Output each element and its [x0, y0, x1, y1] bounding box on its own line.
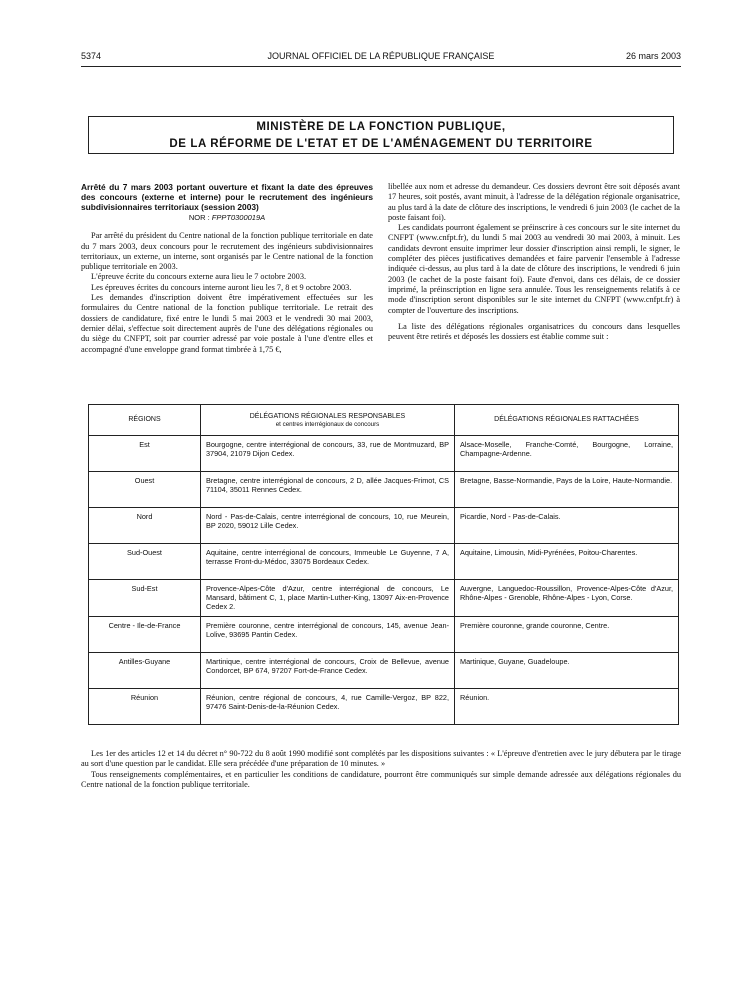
rattachees-cell: Bretagne, Basse-Normandie, Pays de la Loire, Haute-Normandie. — [455, 472, 679, 508]
ministry-heading — [88, 116, 674, 154]
rattachees-cell: Picardie, Nord - Pas-de-Calais. — [455, 508, 679, 544]
table-row — [89, 580, 679, 617]
table-row — [89, 472, 679, 508]
header-responsables — [201, 405, 455, 436]
header-regions: RÉGIONS — [89, 405, 201, 436]
table-row — [89, 436, 679, 472]
table-row — [89, 508, 679, 544]
right-column — [388, 182, 680, 342]
paragraph: Les candidats pourront également se préinscrire à ces concours sur le site internet du CNFPT (www.cnfpt.fr), du lundi 5 mai 2003 au vendredi 30 mai 2003, à minuit. Les candidats devront ensuite imprimer leur dossier d'inscription ainsi rempli, le signer, le compléter des pièces justificatives demandées et faire parvenir l'ensemble à l'adresse indiquée ci-dessus, au plus tard à la date de clôture des inscriptions, le vendredi 6 juin 2003 (le cachet de la poste faisant foi). Faute d'envoi, dans ces délais, de ce dossier imprimé, la préinscription en ligne sera annulée. Tous les renseignements relatifs à ce mode d'inscription seront disponibles sur le site internet du CNFPT (www.cnfpt.fr) à compter de l'ouverture des inscriptions. — [388, 223, 680, 315]
header-responsables-title: DÉLÉGATIONS RÉGIONALES RESPONSABLES — [249, 412, 406, 420]
journal-title: JOURNAL OFFICIEL DE LA RÉPUBLIQUE FRANÇAISE — [267, 51, 495, 61]
nor-value: FPPT0300019A — [211, 213, 266, 222]
paragraph: Les 1er des articles 12 et 14 du décret n° 90-722 du 8 août 1990 modifié sont complétés par les dispositions suivantes : « L'épreuve d'entretien avec le jury débutera par le tirage au sort d'une question par le candidat. Elle sera précédée d'une préparation de 10 minutes. » — [81, 749, 681, 769]
rattachees-cell: Aquitaine, Limousin, Midi-Pyrénées, Poitou-Charentes. — [455, 544, 679, 580]
responsable-cell: Réunion, centre régional de concours, 4, rue Camille-Vergoz, BP 822, 97476 Saint-Denis-de-la-Réunion Cedex. — [201, 688, 455, 724]
paragraph: Par arrêté du président du Centre national de la fonction publique territoriale en date du 7 mars 2003, deux concours pour le recrutement des ingénieurs subdivisionnaires territoriaux, un externe, un interne, sont organisés par le Centre national de la fonction publique territoriale en 2003. — [81, 231, 373, 272]
ministry-line-1: MINISTÈRE DE LA FONCTION PUBLIQUE, — [256, 121, 506, 133]
paragraph: Les demandes d'inscription doivent être impérativement effectuées sur les formulaires du Centre national de la fonction publique territoriale. Le retrait des dossiers de candidature, fixé entre le lundi 5 mai 2003 et le vendredi 30 mai 2003, dernier délai, s'effectue soit directement auprès de l'une des délégations régionales ou du siège du CNFPT, soit par courrier adressé par voie postale à l'une d'entre elles et accompagné d'une enveloppe grand format timbrée à 1,75 €, — [81, 293, 373, 354]
nor-label: NOR : — [188, 213, 210, 222]
paragraph: Tous renseignements complémentaires, et en particulier les conditions de candidature, pourront être communiqués sur simple demande adressée aux délégations régionales du Centre national de la fonction publique territoriale. — [81, 769, 681, 789]
paragraph: La liste des délégations régionales organisatrices du concours dans lesquelles peuvent être retirés et déposés les dossiers est établie comme suit : — [388, 321, 680, 342]
table-row — [89, 688, 679, 724]
rattachees-cell: Première couronne, grande couronne, Centre. — [455, 616, 679, 652]
paragraph: L'épreuve écrite du concours externe aura lieu le 7 octobre 2003. — [91, 272, 307, 282]
page-header — [81, 51, 681, 65]
region-cell: Réunion — [89, 688, 201, 724]
table-header-row — [89, 405, 679, 436]
issue-date: 26 mars 2003 — [625, 51, 681, 61]
rattachees-cell: Martinique, Guyane, Guadeloupe. — [455, 652, 679, 688]
rattachees-cell: Auvergne, Languedoc-Roussillon, Provence-Alpes-Côte d'Azur, Rhône-Alpes - Grenoble, Rhône-Alpes - Lyon, Corse. — [455, 580, 679, 617]
rattachees-cell: Alsace-Moselle, Franche-Comté, Bourgogne, Lorraine, Champagne-Ardenne. — [455, 436, 679, 472]
region-cell: Ouest — [89, 472, 201, 508]
responsable-cell: Bourgogne, centre interrégional de concours, 33, rue de Montmuzard, BP 37904, 21079 Dijon Cedex. — [201, 436, 455, 472]
responsable-cell: Provence-Alpes-Côte d'Azur, centre interrégional de concours, Le Mansard, bâtiment C, 1, place Martin-Luther-King, 13097 Aix-en-Provence Cedex 2. — [201, 580, 455, 617]
responsable-cell: Aquitaine, centre interrégional de concours, Immeuble Le Guyenne, 7 A, terrasse Front-du-Médoc, 33075 Bordeaux Cedex. — [201, 544, 455, 580]
region-cell: Antilles-Guyane — [89, 652, 201, 688]
responsable-cell: Nord - Pas-de-Calais, centre interrégional de concours, 10, rue Meurein, BP 2020, 59012 Lille Cedex. — [201, 508, 455, 544]
region-cell: Sud-Ouest — [89, 544, 201, 580]
region-cell: Sud-Est — [89, 580, 201, 617]
decree-title: Arrêté du 7 mars 2003 portant ouverture et fixant la date des épreuves des concours (externe et interne) pour le recrutement des ingénieurs subdivisionnaires territoriaux (session 2003) — [81, 182, 373, 212]
header-rule — [81, 66, 681, 67]
ministry-line-2: DE LA RÉFORME DE L'ETAT ET DE L'AMÉNAGEMENT DU TERRITOIRE — [169, 138, 593, 150]
nor-reference — [81, 213, 373, 223]
region-cell: Nord — [89, 508, 201, 544]
header-responsables-subtitle: et centres interrégionaux de concours — [275, 421, 380, 429]
table-row — [89, 652, 679, 688]
page-number: 5374 — [81, 51, 102, 61]
responsable-cell: Première couronne, centre interrégional de concours, 145, avenue Jean-Lolive, 93695 Pantin Cedex. — [201, 616, 455, 652]
table-row — [89, 616, 679, 652]
region-cell: Est — [89, 436, 201, 472]
header-rattachees: DÉLÉGATIONS RÉGIONALES RATTACHÉES — [455, 405, 679, 436]
paragraph: Les épreuves écrites du concours interne auront lieu les 7, 8 et 9 octobre 2003. — [91, 282, 352, 292]
table-row — [89, 544, 679, 580]
footer-text — [81, 749, 681, 790]
paragraph: libellée aux nom et adresse du demandeur. Ces dossiers devront être soit déposés avant 17 heures, soit postés, avant minuit, à l'adresse de la délégation régionale organisatrice, au plus tard à la date de clôture des inscriptions, le vendredi 6 juin 2003 (le cachet de la poste faisant foi). — [388, 182, 680, 222]
responsable-cell: Martinique, centre interrégional de concours, Croix de Bellevue, avenue Condorcet, BP 674, 97207 Fort-de-France Cedex. — [201, 652, 455, 688]
region-cell: Centre - Ile-de-France — [89, 616, 201, 652]
rattachees-cell: Réunion. — [455, 688, 679, 724]
left-column — [81, 182, 373, 355]
delegations-table — [88, 404, 679, 725]
responsable-cell: Bretagne, centre interrégional de concours, 2 D, allée Jacques-Frimot, CS 71104, 35011 Rennes Cedex. — [201, 472, 455, 508]
